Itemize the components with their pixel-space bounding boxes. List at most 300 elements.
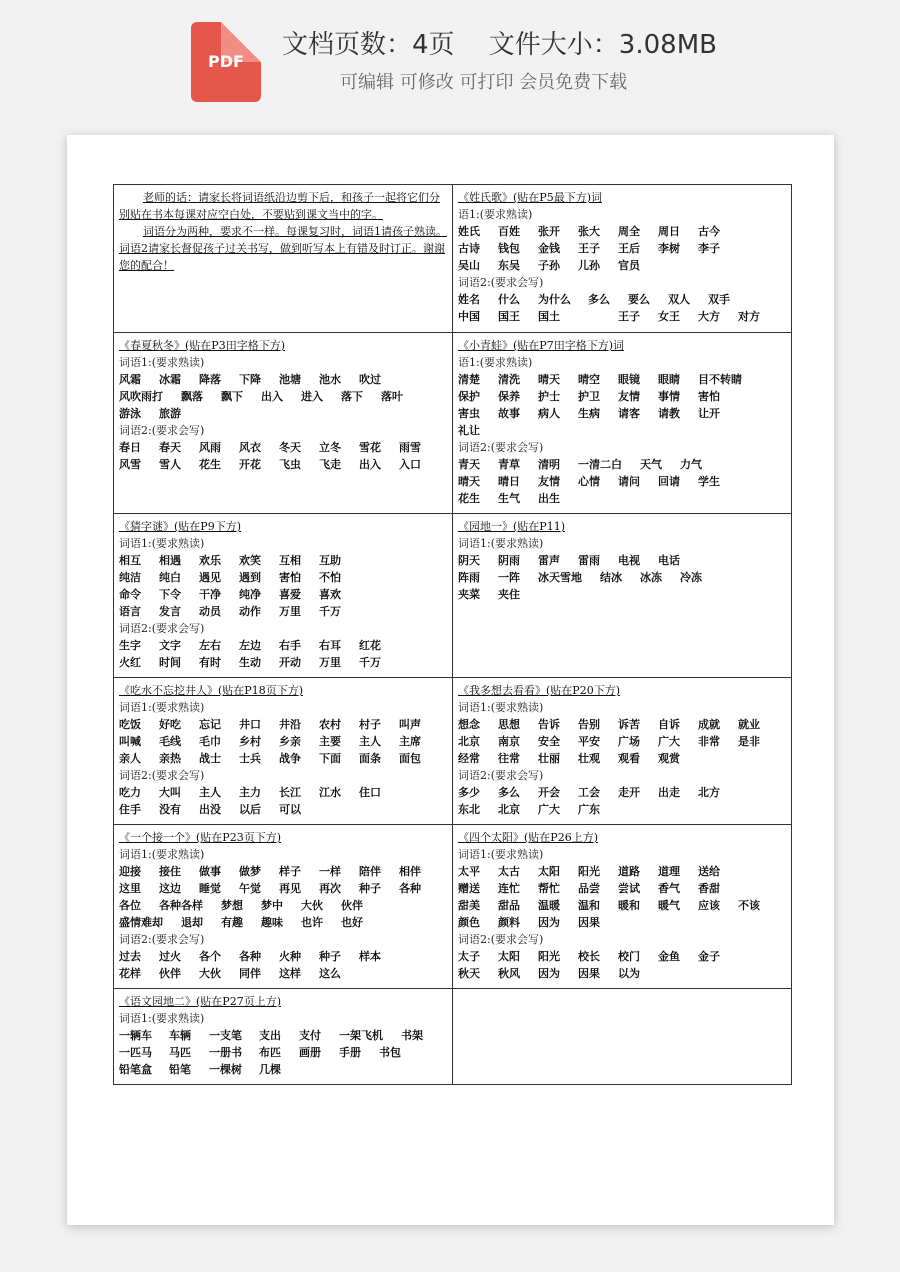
vocab-word: 让开	[698, 407, 720, 420]
pdf-file-icon	[191, 22, 261, 102]
vocab-word: 太阳	[498, 950, 520, 963]
vocab-word: 连忙	[498, 882, 520, 895]
vocab-word: 甜品	[498, 899, 520, 912]
word-group-1-label: 词语1:(要求熟读)	[119, 537, 205, 550]
word-group-1-label: 语1:(要求熟读)	[458, 356, 533, 369]
vocab-word: 眼睛	[658, 373, 680, 386]
word-row	[119, 914, 447, 931]
word-group-1-label: 词语1:(要求熟读)	[119, 848, 205, 861]
vocab-word: 叫声	[399, 718, 421, 731]
vocab-word: 温暖	[538, 899, 560, 912]
lesson-title: 《四个太阳》(贴在P26上方)	[458, 831, 598, 844]
vocab-word: 心情	[578, 475, 600, 488]
word-row	[458, 750, 786, 767]
word-row	[119, 637, 447, 654]
vocab-word: 王后	[618, 242, 640, 255]
vocab-word: 这边	[159, 882, 181, 895]
vocab-word: 纯白	[159, 571, 181, 584]
vocab-word: 再次	[319, 882, 341, 895]
word-row	[119, 371, 447, 388]
vocab-word: 大叫	[159, 786, 181, 799]
vocab-word: 经常	[458, 752, 480, 765]
vocab-word: 东吴	[498, 259, 520, 272]
word-row	[458, 291, 786, 308]
vocab-word: 请教	[658, 407, 680, 420]
vocab-word: 太古	[498, 865, 520, 878]
vocab-word: 一清二白	[578, 458, 622, 471]
word-row	[458, 490, 786, 507]
vocab-word: 李树	[658, 242, 680, 255]
vocab-word: 请问	[618, 475, 640, 488]
lesson-cell	[453, 825, 792, 989]
vocab-word: 各种	[239, 950, 261, 963]
lesson-cell	[453, 333, 792, 514]
vocab-word: 一支笔	[209, 1029, 242, 1042]
vocab-word: 井沿	[279, 718, 301, 731]
vocab-word: 温和	[578, 899, 600, 912]
vocab-word: 品尝	[578, 882, 600, 895]
vocab-word: 游泳	[119, 407, 141, 420]
word-row	[119, 948, 447, 965]
vocab-word: 相伴	[399, 865, 421, 878]
vocab-word: 阴天	[458, 554, 480, 567]
vocab-word: 张开	[538, 225, 560, 238]
lesson-title: 《一个接一个》(贴在P23页下方)	[119, 831, 281, 844]
vocab-word: 发言	[159, 605, 181, 618]
vocab-word: 阵雨	[458, 571, 480, 584]
vocab-word: 住手	[119, 803, 141, 816]
vocab-word: 雪人	[159, 458, 181, 471]
vocab-word: 一匹马	[119, 1046, 152, 1059]
vocab-word: 冷冻	[680, 571, 702, 584]
lesson-cell	[114, 825, 453, 989]
vocab-word: 左边	[239, 639, 261, 652]
vocab-word: 伙伴	[159, 967, 181, 980]
word-row	[458, 371, 786, 388]
word-row	[119, 897, 447, 914]
vocab-word: 铅笔	[169, 1063, 191, 1076]
vocab-word: 一架飞机	[339, 1029, 383, 1042]
word-row	[119, 1044, 447, 1061]
word-row	[119, 456, 447, 473]
vocab-word: 结冰	[600, 571, 622, 584]
vocab-word: 害虫	[458, 407, 480, 420]
word-row	[458, 801, 786, 818]
vocab-word: 一辆车	[119, 1029, 152, 1042]
vocab-word: 王子	[578, 242, 600, 255]
vocab-word: 就业	[738, 718, 760, 731]
word-row	[458, 569, 786, 586]
vocab-word: 有时	[199, 656, 221, 669]
vocab-word: 开动	[279, 656, 301, 669]
vocab-word: 王子	[618, 310, 640, 323]
word-row	[119, 405, 447, 422]
vocab-word: 电话	[658, 554, 680, 567]
vocab-word: 赠送	[458, 882, 480, 895]
vocab-word: 支出	[259, 1029, 281, 1042]
lesson-cell	[114, 333, 453, 514]
vocab-word: 千万	[359, 656, 381, 669]
vocab-word: 井口	[239, 718, 261, 731]
vocab-word: 几棵	[259, 1063, 281, 1076]
vocab-word: 风霜	[119, 373, 141, 386]
vocab-word: 出入	[359, 458, 381, 471]
vocab-word: 古今	[698, 225, 720, 238]
word-group-2-label: 词语2:(要求会写)	[119, 933, 205, 946]
vocab-word: 风衣	[239, 441, 261, 454]
vocab-word: 支付	[299, 1029, 321, 1042]
vocab-word: 降落	[199, 373, 221, 386]
vocab-word: 护卫	[578, 390, 600, 403]
vocab-word: 太阳	[538, 865, 560, 878]
vocab-word: 退却	[181, 916, 203, 929]
word-row	[119, 1061, 447, 1078]
word-group-1-label: 词语1:(要求熟读)	[119, 1012, 205, 1025]
vocab-word: 车辆	[169, 1029, 191, 1042]
vocab-word: 叫喊	[119, 735, 141, 748]
vocab-word: 过火	[159, 950, 181, 963]
vocab-word: 保护	[458, 390, 480, 403]
vocab-word: 甜美	[458, 899, 480, 912]
vocab-word: 吴山	[458, 259, 480, 272]
vocab-word: 主力	[239, 786, 261, 799]
word-group-2-label: 词语2:(要求会写)	[458, 276, 544, 289]
lesson-title: 《吃水不忘挖井人》(贴在P18页下方)	[119, 684, 303, 697]
vocab-word: 纯净	[239, 588, 261, 601]
vocab-word: 害怕	[279, 571, 301, 584]
vocab-word: 阳光	[538, 950, 560, 963]
vocab-word: 壮丽	[538, 752, 560, 765]
vocab-word: 张大	[578, 225, 600, 238]
vocab-word: 清明	[538, 458, 560, 471]
vocab-word: 陪伴	[359, 865, 381, 878]
vocab-word: 马匹	[169, 1046, 191, 1059]
vocab-word: 没有	[159, 803, 181, 816]
vocab-word: 这样	[279, 967, 301, 980]
vocab-word: 以后	[239, 803, 261, 816]
vocab-word: 友情	[538, 475, 560, 488]
word-row	[458, 223, 786, 240]
vocab-word: 颜色	[458, 916, 480, 929]
vocab-word: 遇见	[199, 571, 221, 584]
vocab-word: 动员	[199, 605, 221, 618]
vocab-word: 亲人	[119, 752, 141, 765]
vocab-word: 香甜	[698, 882, 720, 895]
vocab-word: 喜爱	[279, 588, 301, 601]
vocab-word: 请客	[618, 407, 640, 420]
vocab-word: 晴日	[498, 475, 520, 488]
vocab-word: 千万	[319, 605, 341, 618]
vocab-word: 子孙	[538, 259, 560, 272]
vocab-word: 铅笔盒	[119, 1063, 152, 1076]
vocab-word: 各种	[399, 882, 421, 895]
word-row	[458, 473, 786, 490]
vocab-word: 什么	[498, 293, 520, 306]
vocab-word: 金钱	[538, 242, 560, 255]
vocab-word: 春天	[159, 441, 181, 454]
vocab-word: 不该	[738, 899, 760, 912]
vocab-word: 各位	[119, 899, 141, 912]
file-info-title: 文档页数：4页 文件大小：3.08MB	[282, 30, 717, 60]
file-info-subtitle: 可编辑 可修改 可打印 会员免费下载	[340, 72, 628, 93]
vocab-word: 姓名	[458, 293, 480, 306]
word-row	[458, 880, 786, 897]
vocab-word: 布匹	[259, 1046, 281, 1059]
lesson-title: 《语文园地二》(贴在P27页上方)	[119, 995, 281, 1008]
vocab-word: 多么	[498, 786, 520, 799]
word-row	[119, 569, 447, 586]
vocab-word: 遇到	[239, 571, 261, 584]
vocab-word: 道路	[618, 865, 640, 878]
vocab-word: 春日	[119, 441, 141, 454]
word-group-2-label: 词语2:(要求会写)	[458, 441, 544, 454]
vocab-word: 因为	[538, 967, 560, 980]
vocab-word: 晴天	[538, 373, 560, 386]
vocab-word: 万里	[279, 605, 301, 618]
vocab-word: 欢乐	[199, 554, 221, 567]
vocab-word: 入口	[399, 458, 421, 471]
vocab-word: 语言	[119, 605, 141, 618]
lesson-cell	[114, 989, 453, 1085]
vocab-word: 周全	[618, 225, 640, 238]
vocab-word: 迎接	[119, 865, 141, 878]
vocab-word: 午觉	[239, 882, 261, 895]
vocab-word: 火种	[279, 950, 301, 963]
vocab-word: 干净	[199, 588, 221, 601]
vocab-word: 下令	[159, 588, 181, 601]
vocab-word: 尝试	[618, 882, 640, 895]
vocab-word: 飘落	[181, 390, 203, 403]
vocab-word: 欢笑	[239, 554, 261, 567]
vocab-word: 书包	[379, 1046, 401, 1059]
vocab-word: 雪花	[359, 441, 381, 454]
vocab-word: 主席	[399, 735, 421, 748]
vocab-word: 一样	[319, 865, 341, 878]
vocab-word: 伙伴	[341, 899, 363, 912]
vocab-word: 壮观	[578, 752, 600, 765]
vocab-word: 阳光	[578, 865, 600, 878]
vocab-word: 阴雨	[498, 554, 520, 567]
vocab-word: 害怕	[698, 390, 720, 403]
word-group-2-label: 词语2:(要求会写)	[458, 769, 544, 782]
vocab-word: 睡觉	[199, 882, 221, 895]
word-row	[119, 388, 447, 405]
vocab-word: 战争	[279, 752, 301, 765]
vocab-word: 相互	[119, 554, 141, 567]
vocab-word: 好吃	[159, 718, 181, 731]
vocab-word: 雷声	[538, 554, 560, 567]
word-group-1-label: 词语1:(要求熟读)	[119, 356, 205, 369]
vocab-word: 画册	[299, 1046, 321, 1059]
vocab-word: 江水	[319, 786, 341, 799]
word-group-1-label: 词语1:(要求熟读)	[458, 848, 544, 861]
vocab-word: 告别	[578, 718, 600, 731]
vocab-word: 目不转睛	[698, 373, 742, 386]
word-row	[119, 716, 447, 733]
vocab-word: 生气	[498, 492, 520, 505]
vocab-word: 学生	[698, 475, 720, 488]
word-row	[458, 240, 786, 257]
vocab-word: 各个	[199, 950, 221, 963]
vocab-word: 广大	[538, 803, 560, 816]
vocab-word: 风雪	[119, 458, 141, 471]
vocab-word: 不怕	[319, 571, 341, 584]
vocab-word: 士兵	[239, 752, 261, 765]
teacher-note-paragraph-1: 老师的话：请家长将词语纸沿边剪下后，和孩子一起将它们分别贴在书本每课对应空白处，不要贴到课文当中的字。	[119, 191, 440, 221]
lesson-title: 《园地一》(贴在P11)	[458, 520, 565, 533]
vocab-word: 暖气	[658, 899, 680, 912]
vocab-word: 太子	[458, 950, 480, 963]
vocab-word: 告诉	[538, 718, 560, 731]
vocab-word: 时间	[159, 656, 181, 669]
vocab-word: 青天	[458, 458, 480, 471]
vocab-word: 回请	[658, 475, 680, 488]
vocab-word: 送给	[698, 865, 720, 878]
vocab-word: 花样	[119, 967, 141, 980]
vocab-word: 趣味	[261, 916, 283, 929]
vocab-word: 颜料	[498, 916, 520, 929]
vocab-word: 命令	[119, 588, 141, 601]
vocab-word: 校长	[578, 950, 600, 963]
vocab-word: 广大	[658, 735, 680, 748]
vocab-word: 相遇	[159, 554, 181, 567]
word-row	[458, 552, 786, 569]
vocab-word: 官员	[618, 259, 640, 272]
vocab-word: 样本	[359, 950, 381, 963]
vocab-word: 力气	[680, 458, 702, 471]
vocab-word: 右手	[279, 639, 301, 652]
word-row	[119, 750, 447, 767]
lesson-title: 《春夏秋冬》(贴在P3田字格下方)	[119, 339, 285, 352]
vocab-word: 也好	[341, 916, 363, 929]
word-row	[458, 914, 786, 931]
vocab-word: 姓氏	[458, 225, 480, 238]
vocab-word: 东北	[458, 803, 480, 816]
vocab-word: 喜欢	[319, 588, 341, 601]
vocab-word: 同伴	[239, 967, 261, 980]
vocab-word: 一棵树	[209, 1063, 242, 1076]
vocab-word: 金鱼	[658, 950, 680, 963]
lesson-cell	[453, 678, 792, 825]
vocab-word: 忘记	[199, 718, 221, 731]
vocab-word: 思想	[498, 718, 520, 731]
vocab-word: 以为	[618, 967, 640, 980]
vocab-word: 因果	[578, 967, 600, 980]
download-header	[0, 0, 900, 120]
vocab-word: 清楚	[458, 373, 480, 386]
vocab-word: 出生	[538, 492, 560, 505]
vocab-word: 花生	[199, 458, 221, 471]
vocab-word: 李子	[698, 242, 720, 255]
vocab-word: 北方	[698, 786, 720, 799]
vocab-word: 红花	[359, 639, 381, 652]
vocab-word: 中国	[458, 310, 480, 323]
word-row	[458, 405, 786, 422]
vocab-word: 国王	[498, 310, 520, 323]
word-row	[458, 586, 786, 603]
vocab-word: 右耳	[319, 639, 341, 652]
word-row	[119, 552, 447, 569]
vocab-word: 工会	[578, 786, 600, 799]
lesson-cell	[453, 185, 792, 333]
vocab-word: 女王	[658, 310, 680, 323]
vocab-word: 梦想	[221, 899, 243, 912]
vocab-word: 多么	[588, 293, 610, 306]
vocab-word: 种子	[359, 882, 381, 895]
vocab-word: 礼让	[458, 424, 480, 437]
vocab-word: 北京	[498, 803, 520, 816]
vocab-word: 自诉	[658, 718, 680, 731]
lesson-title: 《姓氏歌》(贴在P5最下方)词	[458, 191, 602, 204]
vocab-word: 生字	[119, 639, 141, 652]
vocab-word: 左右	[199, 639, 221, 652]
word-row	[458, 308, 786, 325]
vocab-word: 晴天	[458, 475, 480, 488]
vocab-word: 安全	[538, 735, 560, 748]
vocab-word: 夹住	[498, 588, 520, 601]
vocab-word: 广东	[578, 803, 600, 816]
vocab-word: 诉苦	[618, 718, 640, 731]
vocab-word: 各种各样	[159, 899, 203, 912]
vocab-word: 互助	[319, 554, 341, 567]
vocab-word: 动作	[239, 605, 261, 618]
vocab-word: 飘下	[221, 390, 243, 403]
vocab-word: 立冬	[319, 441, 341, 454]
word-row	[458, 257, 786, 274]
vocab-word: 钱包	[498, 242, 520, 255]
teacher-note-paragraph-2: 词语分为两种，要求不一样。每课复习时，词语1请孩子熟读。词语2请家长督促孩子过关书写，做到听写本上有错及时订正。谢谢您的配合！	[119, 225, 447, 272]
word-row	[458, 897, 786, 914]
word-row	[119, 1027, 447, 1044]
vocabulary-table	[113, 184, 792, 1085]
vocab-word: 毛巾	[199, 735, 221, 748]
word-row	[458, 965, 786, 982]
vocab-word: 飞虫	[279, 458, 301, 471]
vocab-word: 眼镜	[618, 373, 640, 386]
word-group-2-label: 词语2:(要求会写)	[119, 769, 205, 782]
vocab-word: 暖和	[618, 899, 640, 912]
teacher-note	[114, 185, 453, 333]
lesson-cell	[114, 678, 453, 825]
vocab-word: 做事	[199, 865, 221, 878]
vocab-word: 冰天雪地	[538, 571, 582, 584]
word-row	[458, 733, 786, 750]
vocab-word: 文字	[159, 639, 181, 652]
word-row	[458, 948, 786, 965]
vocab-word: 非常	[698, 735, 720, 748]
vocab-word: 因果	[578, 916, 600, 929]
vocab-word: 种子	[319, 950, 341, 963]
vocab-word: 大伙	[301, 899, 323, 912]
vocab-word: 接住	[159, 865, 181, 878]
vocab-word: 校门	[618, 950, 640, 963]
vocab-word: 万里	[319, 656, 341, 669]
vocab-word: 观看	[618, 752, 640, 765]
vocab-word: 风雨	[199, 441, 221, 454]
vocab-word: 是非	[738, 735, 760, 748]
word-row	[119, 965, 447, 982]
word-group-1-label: 词语1:(要求熟读)	[458, 537, 544, 550]
word-row	[119, 603, 447, 620]
vocab-word: 因为	[538, 916, 560, 929]
vocab-word: 一册书	[209, 1046, 242, 1059]
lesson-title: 《猜字谜》(贴在P9下方)	[119, 520, 241, 533]
vocab-word: 进入	[301, 390, 323, 403]
vocab-word: 村子	[359, 718, 381, 731]
pdf-icon-label: PDF	[208, 52, 244, 71]
vocab-word: 盛情难却	[119, 916, 163, 929]
word-row	[458, 784, 786, 801]
